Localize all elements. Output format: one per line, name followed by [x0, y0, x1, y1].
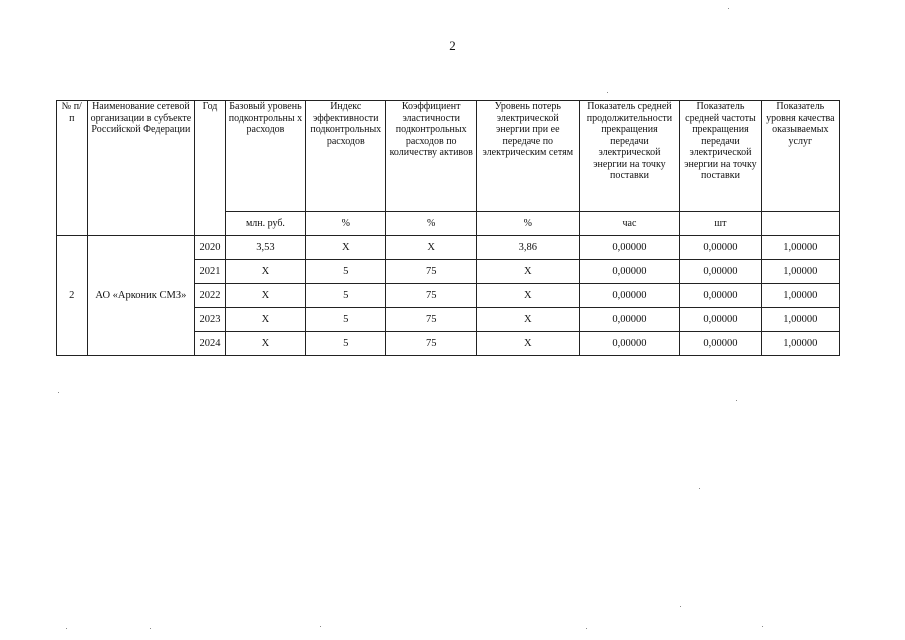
- cell-duration: 0,00000: [579, 284, 680, 308]
- tariff-parameters-table: [56, 100, 840, 356]
- scan-speck: [699, 488, 700, 489]
- cell-base-level: Х: [225, 308, 305, 332]
- cell-base-level: Х: [225, 332, 305, 356]
- header-base-level: Базовый уровень подконтрольны х расходов: [225, 101, 305, 212]
- cell-year: 2020: [195, 236, 226, 260]
- cell-efficiency-index: 5: [306, 332, 386, 356]
- unit-duration: час: [579, 212, 680, 236]
- cell-duration: 0,00000: [579, 260, 680, 284]
- header-year: Год: [195, 101, 226, 236]
- cell-efficiency-index: Х: [306, 236, 386, 260]
- cell-losses-level: Х: [476, 284, 579, 308]
- cell-quality: 1,00000: [761, 236, 839, 260]
- cell-efficiency-index: 5: [306, 260, 386, 284]
- cell-elasticity-coef: 75: [386, 284, 477, 308]
- scan-speck: [736, 400, 737, 401]
- cell-duration: 0,00000: [579, 308, 680, 332]
- cell-base-level: 3,53: [225, 236, 305, 260]
- cell-base-level: Х: [225, 284, 305, 308]
- cell-base-level: Х: [225, 260, 305, 284]
- cell-quality: 1,00000: [761, 332, 839, 356]
- scan-speck: [607, 92, 608, 93]
- unit-frequency: шт: [680, 212, 761, 236]
- unit-losses-level: %: [476, 212, 579, 236]
- cell-frequency: 0,00000: [680, 308, 761, 332]
- cell-elasticity-coef: Х: [386, 236, 477, 260]
- header-frequency: Показатель средней частоты прекращения передачи электрической энергии на точку поставки: [680, 101, 761, 212]
- header-losses-level: Уровень потерь электрической энергии при ее передаче по электрическим сетям: [476, 101, 579, 212]
- header-elasticity-coef: Коэффициент эластичности подконтрольных расходов по количеству активов: [386, 101, 477, 212]
- cell-quality: 1,00000: [761, 308, 839, 332]
- cell-elasticity-coef: 75: [386, 308, 477, 332]
- header-num: № п/п: [57, 101, 88, 236]
- cell-quality: 1,00000: [761, 284, 839, 308]
- cell-elasticity-coef: 75: [386, 332, 477, 356]
- unit-elasticity-coef: %: [386, 212, 477, 236]
- org-name: АО «Арконик СМЗ»: [87, 236, 195, 356]
- scan-speck: [762, 626, 763, 627]
- header-efficiency-index: Индекс эффективности подконтрольных расходов: [306, 101, 386, 212]
- cell-year: 2023: [195, 308, 226, 332]
- cell-duration: 0,00000: [579, 332, 680, 356]
- org-number: 2: [57, 236, 88, 356]
- scan-speck: [680, 606, 681, 607]
- scan-speck: [320, 626, 321, 627]
- cell-frequency: 0,00000: [680, 332, 761, 356]
- cell-losses-level: 3,86: [476, 236, 579, 260]
- cell-losses-level: Х: [476, 260, 579, 284]
- cell-year: 2022: [195, 284, 226, 308]
- scan-speck: [586, 628, 587, 629]
- cell-quality: 1,00000: [761, 260, 839, 284]
- header-organization: Наименование сетевой организации в субъекте Российской Федерации: [87, 101, 195, 236]
- table-row: [57, 236, 840, 260]
- unit-base-level: млн. руб.: [225, 212, 305, 236]
- scan-speck: [728, 8, 729, 9]
- cell-frequency: 0,00000: [680, 236, 761, 260]
- cell-frequency: 0,00000: [680, 260, 761, 284]
- scan-speck: [150, 628, 151, 629]
- cell-efficiency-index: 5: [306, 284, 386, 308]
- header-row: [57, 101, 840, 212]
- cell-year: 2021: [195, 260, 226, 284]
- cell-losses-level: Х: [476, 332, 579, 356]
- cell-losses-level: Х: [476, 308, 579, 332]
- scan-speck: [58, 392, 59, 393]
- page-number: 2: [449, 38, 456, 53]
- cell-frequency: 0,00000: [680, 284, 761, 308]
- cell-duration: 0,00000: [579, 236, 680, 260]
- header-quality: Показатель уровня качества оказываемых услуг: [761, 101, 839, 212]
- cell-efficiency-index: 5: [306, 308, 386, 332]
- cell-elasticity-coef: 75: [386, 260, 477, 284]
- unit-efficiency-index: %: [306, 212, 386, 236]
- cell-year: 2024: [195, 332, 226, 356]
- scan-speck: [66, 628, 67, 629]
- header-duration: Показатель средней продолжительности прекращения передачи электрической энергии на точку поставки: [579, 101, 680, 212]
- unit-quality: [761, 212, 839, 236]
